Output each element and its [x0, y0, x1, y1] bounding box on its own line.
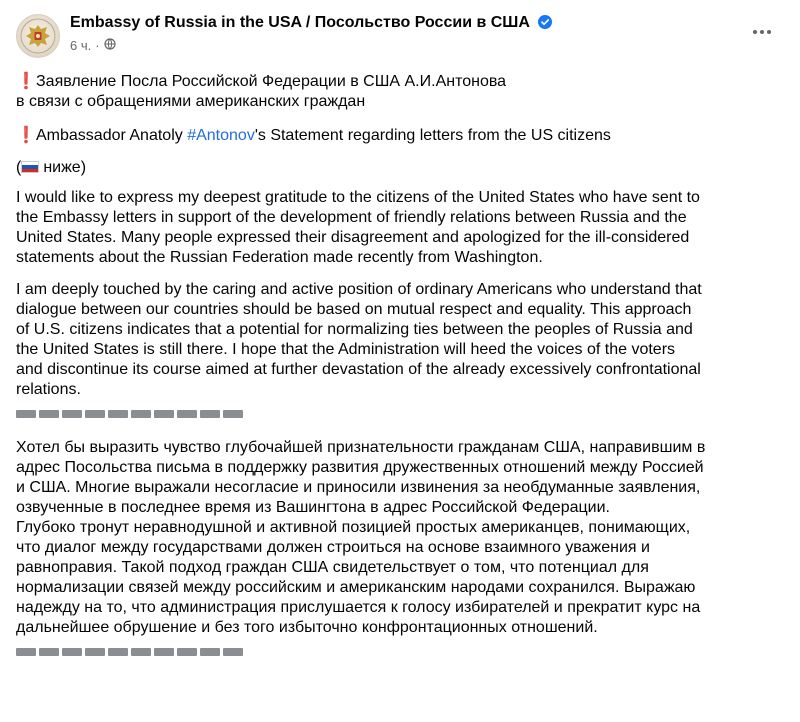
- en-p1-line: I would like to express my deepest gratitude to the citizens of the United States who have sent to: [16, 189, 700, 206]
- ru-line: равноправия. Такой подход граждан США свидетельствует о том, что потенциал для: [16, 559, 649, 576]
- russia-flag-icon: [21, 161, 39, 173]
- en-p1-line: United States. Many people expressed their disagreement and apologized for the ill-considered: [16, 229, 690, 246]
- hashtag-antonov-link[interactable]: #Antonov: [187, 127, 255, 144]
- below-note-open: (: [16, 159, 22, 176]
- en-p1-line: the Embassy letters in support of the development of friendly relations between Russia and the: [16, 209, 687, 226]
- ru-line: дальнейшее обрушение и без того избыточно конфронтационных отношений.: [16, 619, 598, 636]
- ru-line: Хотел бы выразить чувство глубочайшей признательности гражданам США, направившим в: [16, 439, 706, 456]
- red-exclamation-icon: ❗: [16, 73, 36, 90]
- title-en: [16, 126, 778, 146]
- title-en-text-after: 's Statement regarding letters from the US citizens: [254, 127, 611, 144]
- page-name-link[interactable]: [70, 14, 552, 34]
- en-p2-line: I am deeply touched by the caring and active position of ordinary Americans who understand that: [16, 281, 702, 298]
- page-name-text: Embassy of Russia in the USA / Посольство России в США: [70, 14, 530, 31]
- post-timestamp[interactable]: 6 ч.: [70, 38, 92, 53]
- divider-dashes-icon: [16, 410, 778, 420]
- red-exclamation-icon: ❗: [16, 127, 36, 144]
- below-note-text: ниже): [43, 159, 87, 176]
- ru-line: и США. Многие выражали несогласие и приносили извинения за необдуманные заявления,: [16, 479, 701, 496]
- embassy-emblem-icon: [17, 15, 59, 57]
- post-meta: [70, 38, 116, 53]
- ru-line: Глубоко тронут неравнодушной и активной позицией простых американцев, понимающих,: [16, 519, 691, 536]
- en-p2-line: dialogue between our countries should be based on mutual respect and equality. This approach: [16, 301, 692, 318]
- globe-icon[interactable]: [104, 38, 116, 53]
- en-p1-line: statements about the Russian Federation made recently from Washington.: [16, 249, 543, 266]
- title-ru-line: в связи с обращениями американских граждан: [16, 93, 366, 110]
- ru-line: надежду на то, что администрация прислушается к голосу избирателей и прекратит курс на: [16, 599, 701, 616]
- verified-badge-icon: [538, 15, 552, 34]
- divider-dashes-icon: [16, 648, 778, 658]
- ru-line: адрес Посольства письма в поддержку развития дружественных отношений между Россией: [16, 459, 704, 476]
- post-body: [8, 72, 778, 658]
- more-options-icon[interactable]: [748, 22, 776, 42]
- ru-line: нормализации связей между российским и американским народами сохранился. Выражаю: [16, 579, 696, 596]
- en-paragraph-2: [16, 280, 778, 400]
- en-p2-line: relations.: [16, 381, 81, 398]
- post-header: [8, 0, 778, 64]
- below-note: [16, 158, 778, 178]
- en-paragraph-1: [16, 188, 778, 268]
- ru-line: что диалог между государствами должен строиться на основе взаимного уважения и: [16, 539, 650, 556]
- en-p2-line: of U.S. citizens indicates that a potential for normalizing ties between the peoples of Russia and: [16, 321, 693, 338]
- meta-separator: ·: [95, 38, 100, 53]
- page-avatar[interactable]: [16, 14, 60, 58]
- title-en-text: Ambassador Anatoly: [36, 127, 188, 144]
- ru-line: озвученные в последнее время из Вашингтона в адрес Российской Федерации.: [16, 499, 610, 516]
- ru-paragraph: [16, 438, 778, 638]
- title-ru-line: Заявление Посла Российской Федерации в США А.И.Антонова: [36, 73, 507, 90]
- title-ru: [16, 72, 778, 112]
- en-p2-line: the United States is still there. I hope that the Administration will heed the voices of the voters: [16, 341, 676, 358]
- en-p2-line: and discontinue its course aimed at further devastation of the already excessively confrontational: [16, 361, 701, 378]
